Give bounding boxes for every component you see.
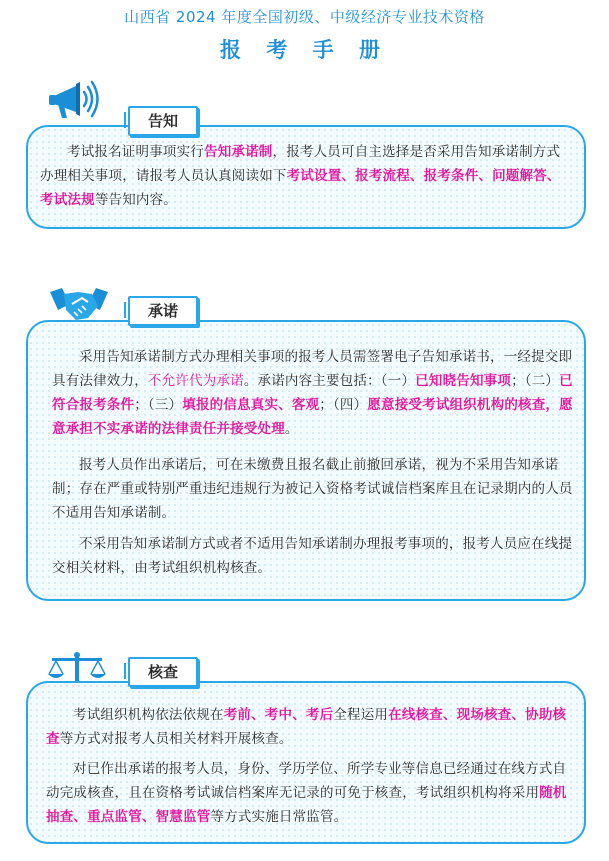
megaphone-icon: [46, 74, 104, 124]
commitment-label: 承诺: [128, 296, 198, 326]
verification-label: 核查: [128, 657, 198, 687]
document-subtitle: 山西省 2024 年度全国初级、中级经济专业技术资格: [124, 8, 485, 26]
verification-paragraph-2: 对已作出承诺的报考人员，身份、学历学位、所学专业等信息已经通过在线方式自动完成核查，且在资格考试诚信档案库无记录的可免于核查，考试组织机构将采用随机抽查、重点监管、智慧监管等方式实施日常监管。: [46, 761, 567, 825]
document-title: 报 考 手 册: [220, 38, 389, 62]
commitment-paragraph-1: 采用告知承诺制方式办理相关事项的报考人员需签署电子告知承诺书，一经提交即具有法律效力，不允许代为承诺。承诺内容主要包括：（一）已知晓告知事项；（二）已符合报考条件；（三）填报的信息真实、客观；（四）愿意接受考试组织机构的核查，愿意承担不实承诺的法律责任并接受处理。: [52, 349, 573, 437]
notice-paragraph: 考试报名证明事项实行告知承诺制，报考人员可自主选择是否采用告知承诺制方式办理相关事项，请报考人员认真阅读如下考试设置、报考流程、报考条件、问题解答、考试法规等告知内容。: [40, 144, 561, 208]
handshake-icon: [48, 284, 110, 324]
verification-paragraph-1: 考试组织机构依法依规在考前、考中、考后全程运用在线核查、现场核查、协助核查等方式对报考人员相关材料开展核查。: [46, 707, 567, 747]
commitment-paragraph-2: 报考人员作出承诺后，可在未缴费且报名截止前撤回承诺，视为不采用告知承诺制；存在严重或特别严重违纪违规行为被记入资格考试诚信档案库且在记录期内的人员不适用告知承诺制。: [52, 457, 573, 521]
notice-label: 告知: [128, 106, 198, 136]
commitment-paragraph-3: 不采用告知承诺制方式或者不适用告知承诺制办理报考事项的，报考人员应在线提交相关材料，由考试组织机构核查。: [52, 536, 573, 576]
